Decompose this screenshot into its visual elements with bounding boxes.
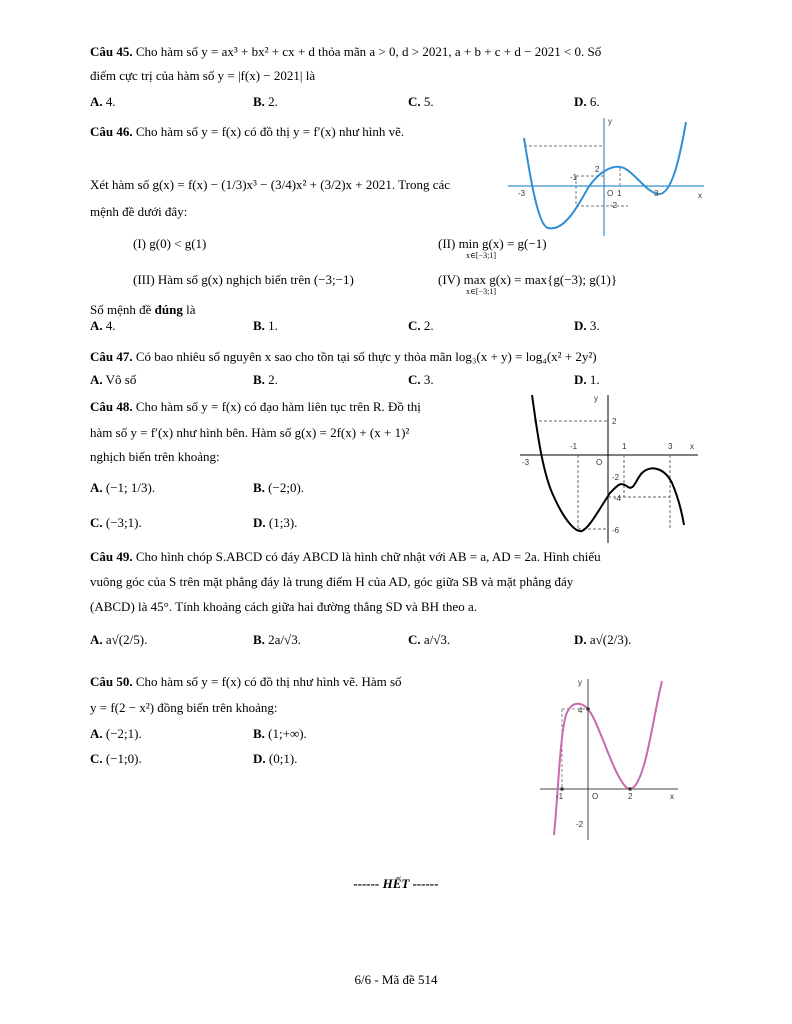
- label-3: 3: [668, 442, 673, 451]
- option-letter: A.: [90, 632, 103, 647]
- option-text: 2.: [268, 94, 278, 109]
- statement-4-text: (IV) max g(x) = max{g(−3); g(1)}: [438, 272, 618, 287]
- option-text: 2.: [268, 372, 278, 387]
- label-neg3: -3: [522, 458, 530, 467]
- q50-option-a[interactable]: [90, 726, 142, 742]
- statement-4: [438, 272, 617, 296]
- question-49-text1: Cho hình chóp S.ABCD có đáy ABCD là hình chữ nhật với AB = a, AD = 2a. Hình chiếu: [135, 549, 601, 564]
- graph-q48: [520, 393, 700, 543]
- label-neg2: -2: [576, 820, 584, 829]
- page-footer: 6/6 - Mã đề 514: [354, 972, 438, 987]
- q47-option-a[interactable]: [90, 372, 136, 388]
- question-48-line2: hàm số y = f′(x) như hình bên. Hàm số g(x) = 2f(x) + (x + 1)²: [90, 425, 410, 440]
- label-o: O: [596, 458, 603, 467]
- option-letter: C.: [90, 515, 103, 530]
- count-bold: đúng: [154, 302, 183, 317]
- question-47-label: Câu 47.: [90, 349, 133, 364]
- label-3: 3: [654, 189, 659, 198]
- option-letter: B.: [253, 480, 265, 495]
- label-1: 1: [617, 189, 622, 198]
- statement-2-text: (II) min g(x) = g(−1): [438, 236, 547, 251]
- question-49-line2: vuông góc của S trên mặt phẳng đáy là trung điểm H của AD, góc giữa SB và mặt phẳng đáy: [90, 574, 574, 589]
- option-letter: A.: [90, 372, 103, 387]
- q48-option-a[interactable]: [90, 480, 155, 496]
- option-letter: D.: [574, 94, 587, 109]
- question-46-line3: mệnh đề dưới đây:: [90, 204, 188, 219]
- count-post: là: [182, 302, 196, 317]
- option-text: (1;3).: [268, 515, 298, 530]
- option-text: a/√3.: [423, 632, 451, 647]
- option-letter: D.: [574, 372, 587, 387]
- label-neg2: -2: [612, 473, 620, 482]
- label-neg4: -4: [614, 494, 622, 503]
- option-letter: D.: [253, 515, 266, 530]
- graph-q50: [540, 675, 680, 840]
- label-x: x: [690, 442, 694, 451]
- question-50-line1: [90, 674, 402, 690]
- question-47-line1: [90, 349, 597, 365]
- option-text: 5.: [423, 94, 434, 109]
- label-x: x: [698, 191, 702, 200]
- q48-option-b[interactable]: [253, 480, 304, 496]
- option-text: a√(2/3).: [589, 632, 632, 647]
- option-letter: C.: [408, 632, 421, 647]
- option-letter: C.: [408, 94, 421, 109]
- statement-3: (III) Hàm số g(x) nghịch biến trên (−3;−1): [133, 272, 354, 287]
- q47-option-b[interactable]: [253, 372, 278, 388]
- q47-option-d[interactable]: [574, 372, 600, 388]
- question-46-line2: Xét hàm số g(x) = f(x) − (1/3)x³ − (3/4)x² + (3/2)x + 2021. Trong các: [90, 177, 451, 192]
- option-text: (1;+∞).: [268, 726, 307, 741]
- option-letter: D.: [574, 318, 587, 333]
- option-letter: C.: [408, 318, 421, 333]
- option-letter: B.: [253, 94, 265, 109]
- option-text: 2.: [423, 318, 434, 333]
- label-x: x: [670, 792, 674, 801]
- option-text: (−1;0).: [105, 751, 142, 766]
- question-45-label: Câu 45.: [90, 44, 133, 59]
- option-text: 4.: [105, 94, 116, 109]
- label-neg1: -1: [570, 442, 578, 451]
- question-47-text1: Có bao nhiêu số nguyên x sao cho tồn tại số thực y thỏa mãn log₃(x + y) = log₄(x² + 2y²): [135, 349, 597, 364]
- question-45-line1: [90, 44, 601, 60]
- question-50-line2: y = f(2 − x²) đồng biến trên khoảng:: [90, 700, 278, 715]
- q50-option-c[interactable]: [90, 751, 142, 767]
- q46-option-c[interactable]: [408, 318, 434, 334]
- q45-option-d[interactable]: [574, 94, 600, 110]
- q45-option-c[interactable]: [408, 94, 434, 110]
- question-49-line3: (ABCD) là 45°. Tính khoảng cách giữa hai đường thẳng SD và BH theo a.: [90, 599, 477, 614]
- question-46-label: Câu 46.: [90, 124, 133, 139]
- option-text: (−2;0).: [268, 480, 305, 495]
- count-pre: Số mệnh đề: [90, 302, 155, 317]
- point-marker: [560, 787, 564, 791]
- statement-1: (I) g(0) < g(1): [133, 236, 207, 251]
- option-letter: C.: [90, 751, 103, 766]
- option-text: 6.: [589, 94, 600, 109]
- question-49-line1: [90, 549, 601, 565]
- option-letter: A.: [90, 726, 103, 741]
- question-46-text1: Cho hàm số y = f(x) có đồ thị y = f′(x) như hình vẽ.: [135, 124, 405, 139]
- label-2: 2: [628, 792, 633, 801]
- label-4: 4: [578, 706, 583, 715]
- question-45-text1: Cho hàm số y = ax³ + bx² + cx + d thỏa mãn a > 0, d > 2021, a + b + c + d − 2021 < 0. Số: [135, 44, 602, 59]
- option-letter: A.: [90, 480, 103, 495]
- point-marker: [628, 787, 632, 791]
- question-46-count-line: [90, 302, 195, 318]
- option-letter: A.: [90, 94, 103, 109]
- q50-option-b[interactable]: [253, 726, 307, 742]
- question-46-line1: [90, 124, 404, 140]
- option-text: (−2;1).: [105, 726, 142, 741]
- question-50-label: Câu 50.: [90, 674, 133, 689]
- statement-2: [438, 236, 547, 260]
- q49-option-d[interactable]: [574, 632, 631, 648]
- q47-option-c[interactable]: [408, 372, 434, 388]
- q45-option-b[interactable]: [253, 94, 278, 110]
- label-1: 1: [622, 442, 627, 451]
- option-text: 3.: [589, 318, 600, 333]
- option-text: 1.: [589, 372, 600, 387]
- option-letter: A.: [90, 318, 103, 333]
- q46-option-d[interactable]: [574, 318, 600, 334]
- q45-option-a[interactable]: [90, 94, 116, 110]
- question-48-line3: nghịch biến trên khoảng:: [90, 449, 220, 464]
- option-text: (0;1).: [268, 751, 298, 766]
- q49-option-c[interactable]: [408, 632, 450, 648]
- option-letter: B.: [253, 726, 265, 741]
- label-y: y: [608, 117, 612, 126]
- function-curve: [554, 681, 662, 835]
- option-text: 3.: [423, 372, 434, 387]
- end-marker: ------ HẾT ------: [353, 876, 439, 891]
- option-text: 4.: [105, 318, 116, 333]
- label-2: 2: [595, 165, 600, 174]
- label-o: O: [592, 792, 599, 801]
- label-o: O: [607, 189, 614, 198]
- q49-option-b[interactable]: [253, 632, 301, 648]
- option-text: (−3;1).: [105, 515, 142, 530]
- question-48-text1: Cho hàm số y = f(x) có đạo hàm liên tục trên R. Đồ thị: [135, 399, 421, 414]
- q48-option-d[interactable]: [253, 515, 297, 531]
- label-y: y: [578, 678, 582, 687]
- statement-4-subscript: x∈[−3;1]: [466, 287, 496, 296]
- option-letter: C.: [408, 372, 421, 387]
- option-letter: B.: [253, 632, 265, 647]
- option-text: 1.: [268, 318, 278, 333]
- label-2: 2: [612, 417, 617, 426]
- label-y: y: [594, 394, 598, 403]
- option-text: (−1; 1/3).: [105, 480, 156, 495]
- label-neg6: -6: [612, 526, 620, 535]
- q46-option-a[interactable]: [90, 318, 116, 334]
- label-neg2: -2: [610, 201, 618, 210]
- q48-option-c[interactable]: [90, 515, 142, 531]
- label-neg3: -3: [518, 189, 526, 198]
- option-text: Vô số: [105, 372, 137, 387]
- option-text: 2a/√3.: [268, 632, 301, 647]
- graph-q46: [508, 116, 708, 236]
- label-neg1: -1: [570, 173, 578, 182]
- q50-option-d[interactable]: [253, 751, 297, 767]
- question-49-label: Câu 49.: [90, 549, 133, 564]
- question-45-line2: điểm cực trị của hàm số y = |f(x) − 2021| là: [90, 68, 316, 83]
- option-text: a√(2/5).: [105, 632, 148, 647]
- option-letter: B.: [253, 318, 265, 333]
- derivative-curve: [524, 122, 686, 228]
- q49-option-a[interactable]: [90, 632, 147, 648]
- question-50-text1: Cho hàm số y = f(x) có đồ thị như hình vẽ. Hàm số: [135, 674, 402, 689]
- question-48-line1: [90, 399, 421, 415]
- option-letter: D.: [574, 632, 587, 647]
- point-marker: [586, 707, 590, 711]
- label-neg1: -1: [556, 792, 564, 801]
- option-letter: B.: [253, 372, 265, 387]
- q46-option-b[interactable]: [253, 318, 278, 334]
- question-48-label: Câu 48.: [90, 399, 133, 414]
- statement-2-subscript: x∈[−3;1]: [466, 251, 496, 260]
- option-letter: D.: [253, 751, 266, 766]
